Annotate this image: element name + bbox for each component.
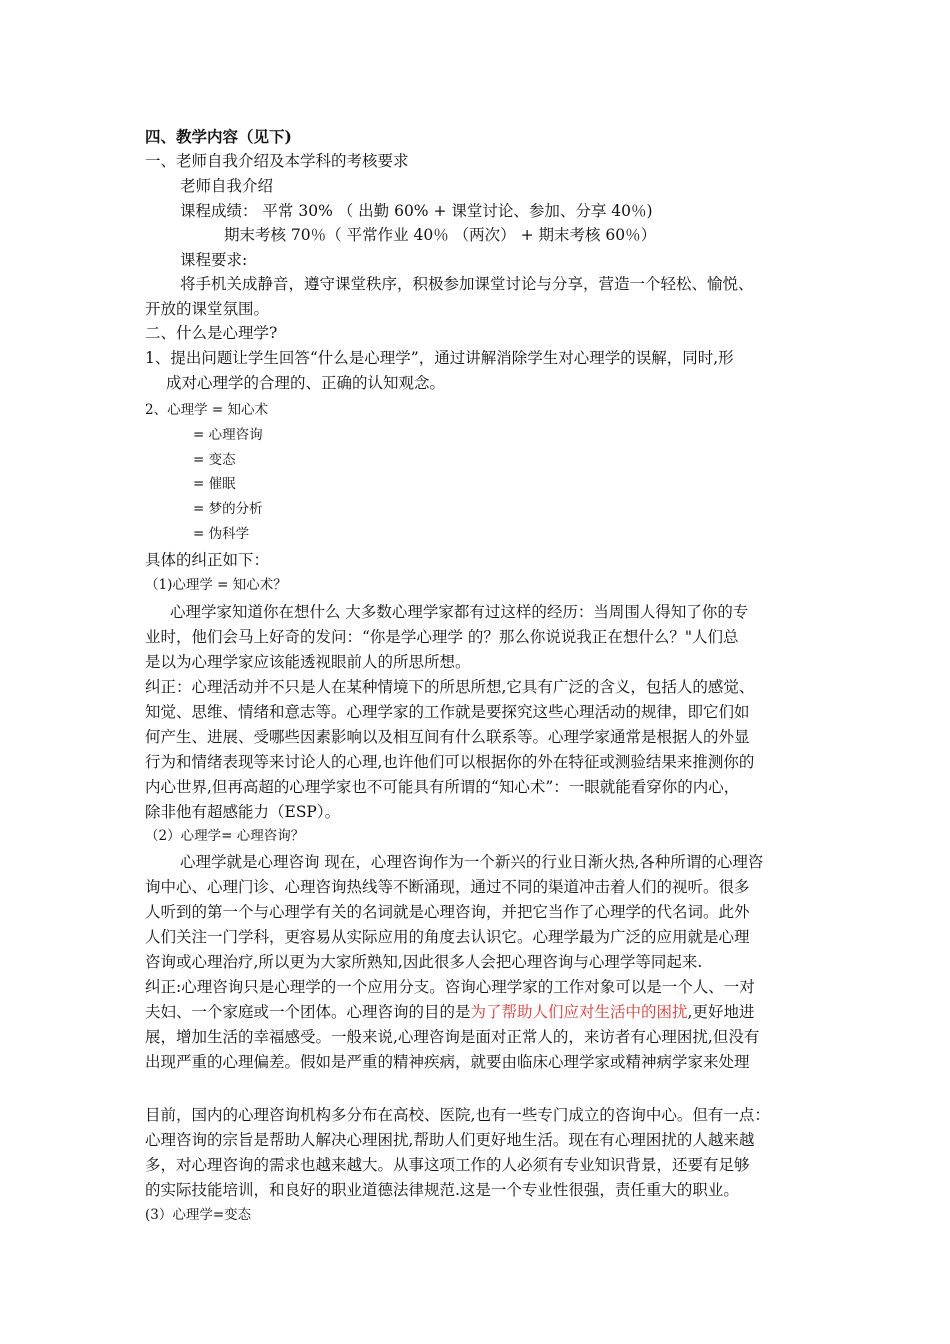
item-heading: (3）心理学=变态 xyxy=(145,1207,252,1223)
paragraph-line: 人听到的第一个与心理学有关的名词就是心理咨询，并把它当作了心理学的代名词。此外 xyxy=(145,903,750,921)
text-line: 老师自我介绍 xyxy=(180,177,274,195)
text-line: 课程要求: xyxy=(180,251,248,269)
list-line: = 变态 xyxy=(193,452,236,468)
paragraph-line: 询中心、心理门诊、心理咨询热线等不断涌现，通过不同的渠道冲击着人们的视听。很多 xyxy=(145,878,750,896)
text-run: 夫妇、一个家庭或一个团体。心理咨询的目的是 xyxy=(145,1003,471,1021)
paragraph-line: 除非他有超感能力（ESP）。 xyxy=(145,803,341,821)
list-line: = 梦的分析 xyxy=(193,501,263,517)
paragraph-line xyxy=(145,1000,754,1024)
paragraph-line: 成对心理学的合理的、正确的认知观念。 xyxy=(166,374,446,392)
paragraph-line: 内心世界,但再高超的心理学家也不可能具有所谓的“知心术”：一眼就能看穿你的内心， xyxy=(145,778,740,796)
paragraph-line: 是以为心理学家应该能透视眼前人的所思所想。 xyxy=(145,653,471,671)
paragraph-line: 将手机关成静音，遵守课堂秩序，积极参加课堂讨论与分享，营造一个轻松、愉悦、 xyxy=(180,275,754,293)
paragraph-line: 人们关注一门学科，更容易从实际应用的角度去认识它。心理学最为广泛的应用就是心理 xyxy=(145,928,750,946)
paragraph-line: 1、提出问题让学生回答“什么是心理学”，通过讲解消除学生对心理学的误解，同时,形 xyxy=(145,349,734,367)
paragraph-line: 知觉、思维、情绪和意志等。心理学家的工作就是要探究这些心理活动的规律，即它们如 xyxy=(145,703,750,721)
paragraph-line: 目前，国内的心理咨询机构多分布在高校、医院,也有一些专门成立的咨询中心。但有一点： xyxy=(145,1106,770,1124)
paragraph-line: 心理咨询的宗旨是帮助人解决心理困扰,帮助人们更好地生活。现在有心理困扰的人越来越 xyxy=(145,1131,755,1149)
list-line: = 伪科学 xyxy=(193,526,250,542)
paragraph-line: 的实际技能培训，和良好的职业道德法律规范.这是一个专业性很强，责任重大的职业。 xyxy=(145,1181,739,1199)
paragraph-line: 纠正:心理咨询只是心理学的一个应用分支。咨询心理学家的工作对象可以是一个人、一对 xyxy=(145,978,755,996)
highlighted-text: 为了帮助人们应对生活中的困扰 xyxy=(470,1003,688,1021)
paragraph-line: 出现严重的心理偏差。假如是严重的精神疾病，就要由临床心理学家或精神病学家来处理 xyxy=(145,1053,750,1071)
text-run: ,更好地进 xyxy=(687,1003,755,1021)
paragraph-line: 心理学家知道你在想什么 大多数心理学家都有过这样的经历：当周围人得知了你的专 xyxy=(170,603,749,621)
list-line: = 催眠 xyxy=(193,476,236,492)
paragraph-line: 纠正：心理活动并不只是人在某种情境下的所思所想,它具有广泛的含义，包括人的感觉、 xyxy=(145,678,755,696)
section-heading: 四、教学内容（见下) xyxy=(145,127,292,146)
list-line: 2、心理学 = 知心术 xyxy=(145,402,268,418)
paragraph-line: 咨询或心理治疗,所以更为大家所熟知,因此很多人会把心理咨询与心理学等同起来. xyxy=(145,953,703,971)
paragraph-line: 展，增加生活的幸福感受。一般来说,心理咨询是面对正常人的，来访者有心理困扰,但没有 xyxy=(145,1028,760,1046)
subsection-heading: 二、什么是心理学? xyxy=(145,324,278,342)
item-heading: （1)心理学 = 知心术？ xyxy=(145,577,287,593)
paragraph-line: 业时，他们会马上好奇的发问：“你是学心理学 的？那么你说说我正在想什么？"人们总 xyxy=(145,628,739,646)
paragraph-line: 心理学就是心理咨询 现在，心理咨询作为一个新兴的行业日渐火热,各种所谓的心理咨 xyxy=(180,853,764,871)
paragraph-line: 开放的课堂氛围。 xyxy=(145,300,270,318)
text-line: 具体的纠正如下： xyxy=(145,551,270,569)
paragraph-line: 多，对心理咨询的需求也越来越大。从事这项工作的人必须有专业知识背景，还要有足够 xyxy=(145,1156,750,1174)
paragraph-line: 何产生、进展、受哪些因素影响以及相互间有什么联系等。心理学家通常是根据人的外显 xyxy=(145,728,750,746)
item-heading: （2）心理学= 心理咨询？ xyxy=(145,828,305,844)
grade-line: 期末考核 70％（ 平常作业 40％ （两次） + 期末考核 60％） xyxy=(224,226,657,244)
grade-line: 课程成绩： 平常 30% （ 出勤 60% + 课堂讨论、参加、分享 40％) xyxy=(180,202,653,220)
paragraph-line: 行为和情绪表现等来讨论人的心理,也许他们可以根据你的外在特征或测验结果来推测你的 xyxy=(145,753,755,771)
subsection-heading: 一、老师自我介绍及本学科的考核要求 xyxy=(145,152,409,170)
list-line: = 心理咨询 xyxy=(193,427,263,443)
